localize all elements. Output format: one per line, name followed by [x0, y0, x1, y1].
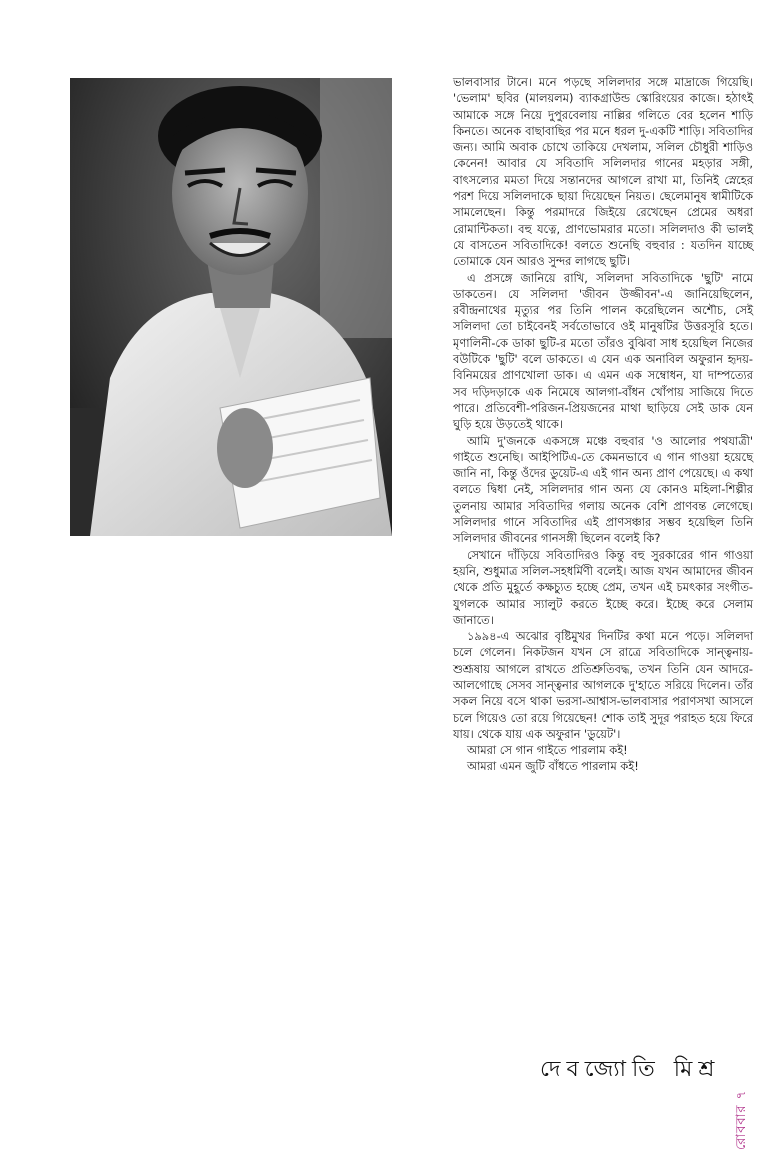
verse-line-1: আমরা সে গান গাইতে পারলাম কই! [467, 743, 628, 758]
author-byline: দেবজ্যোতি মিশ্র [540, 1057, 721, 1082]
folio-text: রোববার ৭ [734, 1089, 749, 1150]
portrait-photo [70, 78, 392, 536]
page-folio [720, 1000, 760, 1160]
paragraph-4: সেখানে দাঁড়িয়ে সবিতাদিরও কিন্তু বহু সুরকারের গান গাওয়া হয়নি, শুধুমাত্র সলিল-সহধর্মিণী বলেই। আজ যখন আমাদের জীবন থেকে প্রতি মুহূর্তে কক্ষচ্যুত হচ্ছে প্রেম, তখন এই চমৎকার সংগীত-যুগলকে আমার স্যালুট করতে ইচ্ছে করে। ইচ্ছে করে সেলাম জানাতে। [453, 547, 753, 627]
paragraph-3: আমি দু'জনকে একসঙ্গে মঞ্চে বহুবার 'ও আলোর পথযাত্রী' গাইতে শুনেছি। আইপিটিএ-তে কেমনভাবে এ গান গাওয়া হয়েছে জানি না, কিন্তু ওঁদের ডুয়েট-এ এই গান অন্য প্রাণ পেয়েছে। এ কথা বলতে দ্বিধা নেই, সলিলদার গান অন্য যে কোনও মহিলা-শিল্পীর তুলনায় আমার সবিতাদির গলায় অনেক বেশি প্রাণবন্ত লেগেছে। সলিলদার গানে সবিতাদির এই প্রাণসঞ্চার সম্ভব হয়েছিল তিনি সলিলদার জীবনের গানসঙ্গী ছিলেন বলেই কি? [453, 433, 753, 546]
paragraph-1: ভালবাসার টানে। মনে পড়ছে সলিলদার সঙ্গে মাদ্রাজে গিয়েছি। 'ভেলাম' ছবির (মালয়লম) ব্যাকগ্রাউন্ড স্কোরিংয়ের কাজে। হঠাৎই আমাকে সঙ্গে নিয়ে দুপুরবেলায় নাল্লির গলিতে বের হলেন শাড়ি কিনতে। অনেক বাছাবাছির পর মনে ধরল দু-একটি শাড়ি। সবিতাদির জন্য। আমি অবাক চোখে তাকিয়ে দেখলাম, সলিল চৌধুরী শাড়িও কেনেন! আবার যে সবিতাদি সলিলদার গানের মহড়ার সঙ্গী, বাৎসল্যের মমতা দিয়ে সন্তানদের আগলে রাখা মা, তিনিই স্নেহের পরশ দিয়ে সলিলদাকে ছায়া দিয়েছেন নিয়ত। ছেলেমানুষ স্বামীটিকে সামলেছেন। কিন্তু পরমাদরে জিইয়ে রেখেছেন প্রেমের অধরা রোমান্টিকতা। বহু যত্নে, প্রাণভোমরার মতো। সলিলদাও কী ভালই যে বাসতেন সবিতাদিকে! বলতে শুনেছি বহুবার : যতদিন যাচ্ছে তোমাকে যেন আরও সুন্দর লাগছে ছুটি। [453, 75, 753, 269]
verse-line-2: আমরা এমন জুটি বাঁধতে পারলাম কই! [467, 759, 639, 774]
paragraph-2: এ প্রসঙ্গে জানিয়ে রাখি, সলিলদা সবিতাদিকে 'ছুটি' নামে ডাকতেন। যে সলিলদা 'জীবন উজ্জীবন'-এ জানিয়েছিলেন, রবীন্দ্রনাথের মৃত্যুর পর তিনি পালন করেছিলেন অশৌচ, সেই সলিলদা তো চাইবেনই সর্বতোভাবে ওই মানুষটির উত্তরসূরি হতে। মৃণালিনী-কে ডাকা ছুটি-র মতো তাঁরও বুঝিবা সাধ হয়েছিল নিজের বউটিকে 'ছুটি' বলে ডাকতে। এ যেন এক অনাবিল অফুরান হৃদয়-বিনিময়ের প্রাণখোলা ডাক। এ এমন এক সম্বোধন, যা দাম্পত্যের সব দড়িদড়াকে এক নিমেষে আলগা-বাঁধন খোঁপায় সাজিয়ে দিতে পারে। প্রতিবেশী-পরিজন-প্রিয়জনের মাথা ছাড়িয়ে সেই ডাক যেন ঘুড়ি হয়ে উড়তেই থাকে। [453, 270, 753, 432]
portrait-illustration [70, 78, 392, 536]
article-body [453, 74, 753, 775]
paragraph-5: ১৯৯৪-এ অঝোর বৃষ্টিমুখর দিনটির কথা মনে পড়ে। সলিলদা চলে গেলেন। নিকটজন যখন সে রাত্রে সবিতাদিকে সান্ত্বনায়-শুশ্রূষায় আগলে রাখতে প্রতিশ্রুতিবদ্ধ, তখন তিনি যেন আদরে-আলগোছে সেসব সান্ত্বনার আগলকে দু'হাতে সরিয়ে দিলেন। তাঁর সকল নিয়ে বসে থাকা ভরসা-আশ্বাস-ভালবাসার পরাণসখা আসলে চলে গিয়েও তো রয়ে গিয়েছেন! শোক তাই সুদূর পরাহত হয়ে ফিরে যায়। থেকে যায় এক অফুরান 'ডুয়েট'। [453, 629, 753, 741]
